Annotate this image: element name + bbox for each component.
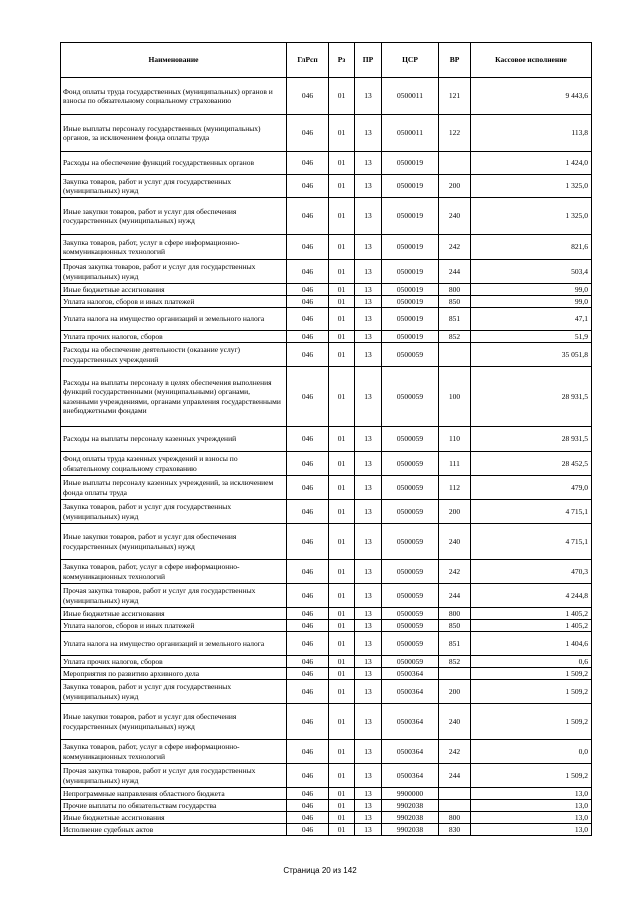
- cell-pr: 13: [355, 260, 382, 284]
- cell-amount: 13,0: [471, 812, 592, 824]
- cell-rz: 01: [329, 740, 355, 764]
- cell-glrsp: 046: [287, 788, 329, 800]
- table-row: [61, 296, 592, 308]
- cell-pr: 13: [355, 331, 382, 343]
- cell-csr: 0500019: [382, 175, 439, 198]
- cell-pr: 13: [355, 524, 382, 560]
- cell-glrsp: 046: [287, 331, 329, 343]
- cell-csr: 0500019: [382, 284, 439, 296]
- cell-vr: 850: [439, 620, 471, 632]
- cell-amount: 9 443,6: [471, 78, 592, 115]
- cell-name: Закупка товаров, работ, услуг в сфере информационно-коммуникационных технологий: [61, 235, 287, 260]
- cell-glrsp: 046: [287, 115, 329, 152]
- cell-name: Уплата налога на имущество организаций и земельного налога: [61, 308, 287, 331]
- table-row: [61, 308, 592, 331]
- cell-amount: 503,4: [471, 260, 592, 284]
- cell-name: Исполнение судебных актов: [61, 824, 287, 836]
- cell-pr: 13: [355, 284, 382, 296]
- column-header-rz: Рз: [329, 43, 355, 78]
- cell-glrsp: 046: [287, 812, 329, 824]
- cell-rz: 01: [329, 620, 355, 632]
- budget-execution-table: [60, 42, 592, 836]
- cell-csr: 0500364: [382, 668, 439, 680]
- cell-amount: 51,9: [471, 331, 592, 343]
- cell-name: Иные выплаты персоналу государственных (муниципальных) органов, за исключением фонда оплаты труда: [61, 115, 287, 152]
- cell-name: Закупка товаров, работ и услуг для государственных (муниципальных) нужд: [61, 175, 287, 198]
- cell-pr: 13: [355, 824, 382, 836]
- table-row: [61, 680, 592, 704]
- cell-vr: 240: [439, 198, 471, 235]
- cell-glrsp: 046: [287, 584, 329, 608]
- cell-amount: 28 931,5: [471, 367, 592, 427]
- cell-name: Расходы на выплаты персоналу в целях обеспечения выполнения функций государственными (муниципальными) органами, казенными учреждениями, органами управления государственными внебюджетными фондами: [61, 367, 287, 427]
- cell-glrsp: 046: [287, 284, 329, 296]
- cell-name: Фонд оплаты труда государственных (муниципальных) органов и взносы по обязательному социальному страхованию: [61, 78, 287, 115]
- cell-vr: 121: [439, 78, 471, 115]
- cell-vr: 100: [439, 367, 471, 427]
- cell-vr: 242: [439, 560, 471, 584]
- column-header-pr: ПР: [355, 43, 382, 78]
- cell-rz: 01: [329, 367, 355, 427]
- cell-pr: 13: [355, 367, 382, 427]
- cell-csr: 0500059: [382, 656, 439, 668]
- cell-csr: 0500059: [382, 343, 439, 367]
- cell-pr: 13: [355, 584, 382, 608]
- cell-amount: 1 325,0: [471, 198, 592, 235]
- cell-name: Иные выплаты персоналу казенных учреждений, за исключением фонда оплаты труда: [61, 476, 287, 500]
- cell-rz: 01: [329, 78, 355, 115]
- cell-csr: 9902038: [382, 812, 439, 824]
- cell-amount: 113,8: [471, 115, 592, 152]
- cell-vr: 111: [439, 452, 471, 476]
- table-row: [61, 235, 592, 260]
- cell-name: Уплата налога на имущество организаций и земельного налога: [61, 632, 287, 656]
- cell-rz: 01: [329, 500, 355, 524]
- cell-pr: 13: [355, 476, 382, 500]
- cell-glrsp: 046: [287, 824, 329, 836]
- cell-vr: 800: [439, 812, 471, 824]
- column-header-cash-execution: Кассовое исполнение: [471, 43, 592, 78]
- cell-csr: 0500059: [382, 452, 439, 476]
- cell-rz: 01: [329, 812, 355, 824]
- cell-vr: [439, 152, 471, 175]
- table-row: [61, 476, 592, 500]
- cell-vr: 850: [439, 296, 471, 308]
- cell-rz: 01: [329, 343, 355, 367]
- cell-csr: 0500364: [382, 704, 439, 740]
- table-row: [61, 656, 592, 668]
- cell-pr: 13: [355, 235, 382, 260]
- cell-glrsp: 046: [287, 656, 329, 668]
- cell-vr: 240: [439, 704, 471, 740]
- cell-vr: 244: [439, 584, 471, 608]
- cell-amount: 0,6: [471, 656, 592, 668]
- cell-amount: 35 051,8: [471, 343, 592, 367]
- cell-glrsp: 046: [287, 500, 329, 524]
- table-row: [61, 452, 592, 476]
- cell-glrsp: 046: [287, 608, 329, 620]
- cell-name: Иные бюджетные ассигнования: [61, 812, 287, 824]
- cell-csr: 0500364: [382, 764, 439, 788]
- cell-rz: 01: [329, 427, 355, 452]
- cell-csr: 0500059: [382, 476, 439, 500]
- cell-amount: 4 715,1: [471, 524, 592, 560]
- table-row: [61, 152, 592, 175]
- cell-glrsp: 046: [287, 620, 329, 632]
- cell-pr: 13: [355, 668, 382, 680]
- cell-vr: 851: [439, 308, 471, 331]
- cell-name: Уплата прочих налогов, сборов: [61, 331, 287, 343]
- cell-glrsp: 046: [287, 198, 329, 235]
- cell-pr: 13: [355, 198, 382, 235]
- cell-vr: 800: [439, 608, 471, 620]
- cell-glrsp: 046: [287, 632, 329, 656]
- cell-glrsp: 046: [287, 343, 329, 367]
- cell-amount: 1 405,2: [471, 620, 592, 632]
- cell-vr: 851: [439, 632, 471, 656]
- cell-pr: 13: [355, 78, 382, 115]
- cell-amount: 99,0: [471, 296, 592, 308]
- cell-amount: 1 405,2: [471, 608, 592, 620]
- cell-vr: [439, 668, 471, 680]
- cell-csr: 0500019: [382, 235, 439, 260]
- cell-vr: 200: [439, 175, 471, 198]
- cell-amount: 1 509,2: [471, 668, 592, 680]
- table-row: [61, 704, 592, 740]
- cell-pr: 13: [355, 812, 382, 824]
- cell-amount: 479,0: [471, 476, 592, 500]
- cell-pr: 13: [355, 560, 382, 584]
- cell-name: Иные закупки товаров, работ и услуг для обеспечения государственных (муниципальных) нужд: [61, 198, 287, 235]
- table-row: [61, 198, 592, 235]
- cell-name: Уплата прочих налогов, сборов: [61, 656, 287, 668]
- cell-amount: 13,0: [471, 800, 592, 812]
- cell-amount: 99,0: [471, 284, 592, 296]
- cell-pr: 13: [355, 152, 382, 175]
- table-row: [61, 260, 592, 284]
- table-row: [61, 584, 592, 608]
- cell-rz: 01: [329, 668, 355, 680]
- cell-pr: 13: [355, 632, 382, 656]
- table-row: [61, 175, 592, 198]
- cell-rz: 01: [329, 308, 355, 331]
- cell-amount: 1 509,2: [471, 764, 592, 788]
- cell-name: Закупка товаров, работ, услуг в сфере информационно-коммуникационных технологий: [61, 560, 287, 584]
- cell-glrsp: 046: [287, 476, 329, 500]
- cell-csr: 0500059: [382, 560, 439, 584]
- cell-name: Расходы на выплаты персоналу казенных учреждений: [61, 427, 287, 452]
- cell-name: Иные бюджетные ассигнования: [61, 284, 287, 296]
- cell-vr: 242: [439, 740, 471, 764]
- cell-csr: 0500019: [382, 260, 439, 284]
- cell-rz: 01: [329, 656, 355, 668]
- cell-vr: 852: [439, 656, 471, 668]
- cell-amount: 4 244,8: [471, 584, 592, 608]
- cell-amount: 28 931,5: [471, 427, 592, 452]
- cell-rz: 01: [329, 296, 355, 308]
- cell-name: Закупка товаров, работ, услуг в сфере информационно-коммуникационных технологий: [61, 740, 287, 764]
- cell-rz: 01: [329, 198, 355, 235]
- cell-pr: 13: [355, 740, 382, 764]
- cell-glrsp: 046: [287, 260, 329, 284]
- cell-amount: 13,0: [471, 788, 592, 800]
- cell-pr: 13: [355, 427, 382, 452]
- cell-glrsp: 046: [287, 78, 329, 115]
- cell-name: Иные закупки товаров, работ и услуг для обеспечения государственных (муниципальных) нужд: [61, 704, 287, 740]
- cell-pr: 13: [355, 608, 382, 620]
- cell-rz: 01: [329, 331, 355, 343]
- cell-csr: 0500059: [382, 524, 439, 560]
- cell-name: Уплата налогов, сборов и иных платежей: [61, 296, 287, 308]
- cell-name: Иные закупки товаров, работ и услуг для обеспечения государственных (муниципальных) нужд: [61, 524, 287, 560]
- cell-rz: 01: [329, 452, 355, 476]
- cell-rz: 01: [329, 175, 355, 198]
- table-row: [61, 800, 592, 812]
- cell-amount: 0,0: [471, 740, 592, 764]
- cell-pr: 13: [355, 704, 382, 740]
- cell-vr: 110: [439, 427, 471, 452]
- cell-vr: 244: [439, 764, 471, 788]
- header-row: [61, 43, 592, 78]
- cell-glrsp: 046: [287, 367, 329, 427]
- cell-vr: 122: [439, 115, 471, 152]
- cell-rz: 01: [329, 632, 355, 656]
- cell-rz: 01: [329, 680, 355, 704]
- cell-rz: 01: [329, 704, 355, 740]
- cell-csr: 9902038: [382, 800, 439, 812]
- cell-glrsp: 046: [287, 235, 329, 260]
- cell-vr: 852: [439, 331, 471, 343]
- table-row: [61, 740, 592, 764]
- cell-rz: 01: [329, 824, 355, 836]
- cell-pr: 13: [355, 175, 382, 198]
- cell-pr: 13: [355, 452, 382, 476]
- cell-glrsp: 046: [287, 740, 329, 764]
- cell-name: Закупка товаров, работ и услуг для государственных (муниципальных) нужд: [61, 680, 287, 704]
- table-row: [61, 115, 592, 152]
- cell-csr: 0500059: [382, 584, 439, 608]
- cell-vr: 112: [439, 476, 471, 500]
- cell-glrsp: 046: [287, 560, 329, 584]
- cell-rz: 01: [329, 608, 355, 620]
- cell-pr: 13: [355, 680, 382, 704]
- column-header-csr: ЦСР: [382, 43, 439, 78]
- cell-vr: 830: [439, 824, 471, 836]
- cell-csr: 0500059: [382, 608, 439, 620]
- cell-glrsp: 046: [287, 308, 329, 331]
- cell-glrsp: 046: [287, 704, 329, 740]
- table-row: [61, 764, 592, 788]
- cell-pr: 13: [355, 656, 382, 668]
- cell-name: Фонд оплаты труда казенных учреждений и взносы по обязательному социальному страхованию: [61, 452, 287, 476]
- cell-name: Прочая закупка товаров, работ и услуг для государственных (муниципальных) нужд: [61, 764, 287, 788]
- cell-name: Расходы на обеспечение деятельности (оказание услуг) государственных учреждений: [61, 343, 287, 367]
- cell-vr: 240: [439, 524, 471, 560]
- cell-vr: 242: [439, 235, 471, 260]
- table-row: [61, 284, 592, 296]
- cell-amount: 4 715,1: [471, 500, 592, 524]
- cell-pr: 13: [355, 764, 382, 788]
- cell-amount: 470,3: [471, 560, 592, 584]
- table-row: [61, 500, 592, 524]
- cell-rz: 01: [329, 764, 355, 788]
- cell-amount: 47,1: [471, 308, 592, 331]
- cell-csr: 0500019: [382, 308, 439, 331]
- cell-glrsp: 046: [287, 680, 329, 704]
- cell-csr: 0500059: [382, 500, 439, 524]
- table-row: [61, 620, 592, 632]
- cell-csr: 0500059: [382, 620, 439, 632]
- cell-rz: 01: [329, 560, 355, 584]
- cell-rz: 01: [329, 524, 355, 560]
- cell-rz: 01: [329, 260, 355, 284]
- cell-csr: 0500364: [382, 740, 439, 764]
- table-row: [61, 788, 592, 800]
- cell-glrsp: 046: [287, 668, 329, 680]
- table-row: [61, 78, 592, 115]
- table-row: [61, 367, 592, 427]
- cell-glrsp: 046: [287, 427, 329, 452]
- cell-csr: 0500364: [382, 680, 439, 704]
- cell-pr: 13: [355, 115, 382, 152]
- cell-csr: 0500059: [382, 367, 439, 427]
- cell-amount: 1 509,2: [471, 680, 592, 704]
- cell-glrsp: 046: [287, 800, 329, 812]
- cell-name: Прочая закупка товаров, работ и услуг для государственных (муниципальных) нужд: [61, 260, 287, 284]
- cell-rz: 01: [329, 476, 355, 500]
- cell-rz: 01: [329, 152, 355, 175]
- table-row: [61, 331, 592, 343]
- cell-amount: 13,0: [471, 824, 592, 836]
- cell-csr: 0500019: [382, 296, 439, 308]
- table-row: [61, 608, 592, 620]
- cell-pr: 13: [355, 620, 382, 632]
- cell-name: Мероприятия по развитию архивного дела: [61, 668, 287, 680]
- cell-rz: 01: [329, 788, 355, 800]
- cell-amount: 1 325,0: [471, 175, 592, 198]
- table-row: [61, 668, 592, 680]
- cell-name: Закупка товаров, работ и услуг для государственных (муниципальных) нужд: [61, 500, 287, 524]
- cell-pr: 13: [355, 800, 382, 812]
- cell-vr: [439, 343, 471, 367]
- cell-vr: 244: [439, 260, 471, 284]
- table-row: [61, 524, 592, 560]
- cell-name: Прочая закупка товаров, работ и услуг для государственных (муниципальных) нужд: [61, 584, 287, 608]
- column-header-glrsp: ГлРсп: [287, 43, 329, 78]
- cell-pr: 13: [355, 296, 382, 308]
- cell-glrsp: 046: [287, 152, 329, 175]
- cell-amount: 1 404,6: [471, 632, 592, 656]
- cell-vr: 800: [439, 284, 471, 296]
- table-row: [61, 632, 592, 656]
- cell-glrsp: 046: [287, 452, 329, 476]
- table-row: [61, 560, 592, 584]
- page-number: Страница 20 из 142: [283, 866, 357, 875]
- cell-csr: 0500059: [382, 632, 439, 656]
- cell-pr: 13: [355, 788, 382, 800]
- cell-name: Уплата налогов, сборов и иных платежей: [61, 620, 287, 632]
- cell-csr: 0500019: [382, 331, 439, 343]
- cell-rz: 01: [329, 235, 355, 260]
- cell-rz: 01: [329, 115, 355, 152]
- cell-amount: 1 509,2: [471, 704, 592, 740]
- cell-csr: 0500011: [382, 115, 439, 152]
- cell-csr: 9902038: [382, 824, 439, 836]
- cell-rz: 01: [329, 584, 355, 608]
- cell-pr: 13: [355, 343, 382, 367]
- cell-glrsp: 046: [287, 175, 329, 198]
- cell-vr: [439, 788, 471, 800]
- cell-name: Расходы на обеспечение функций государственных органов: [61, 152, 287, 175]
- table-body: [61, 78, 592, 836]
- cell-vr: 200: [439, 500, 471, 524]
- cell-amount: 28 452,5: [471, 452, 592, 476]
- cell-csr: 0500019: [382, 198, 439, 235]
- column-header-name: Наименование: [61, 43, 287, 78]
- column-header-vr: ВР: [439, 43, 471, 78]
- cell-csr: 0500011: [382, 78, 439, 115]
- cell-amount: 821,6: [471, 235, 592, 260]
- table-row: [61, 824, 592, 836]
- cell-name: Непрограммные направления областного бюджета: [61, 788, 287, 800]
- cell-vr: [439, 800, 471, 812]
- cell-rz: 01: [329, 800, 355, 812]
- cell-amount: 1 424,0: [471, 152, 592, 175]
- table-row: [61, 343, 592, 367]
- cell-glrsp: 046: [287, 296, 329, 308]
- cell-rz: 01: [329, 284, 355, 296]
- cell-csr: 9900000: [382, 788, 439, 800]
- cell-glrsp: 046: [287, 524, 329, 560]
- cell-vr: 200: [439, 680, 471, 704]
- cell-pr: 13: [355, 308, 382, 331]
- table-row: [61, 427, 592, 452]
- cell-csr: 0500059: [382, 427, 439, 452]
- cell-name: Иные бюджетные ассигнования: [61, 608, 287, 620]
- table-row: [61, 812, 592, 824]
- cell-pr: 13: [355, 500, 382, 524]
- cell-csr: 0500019: [382, 152, 439, 175]
- cell-name: Прочие выплаты по обязательствам государства: [61, 800, 287, 812]
- cell-glrsp: 046: [287, 764, 329, 788]
